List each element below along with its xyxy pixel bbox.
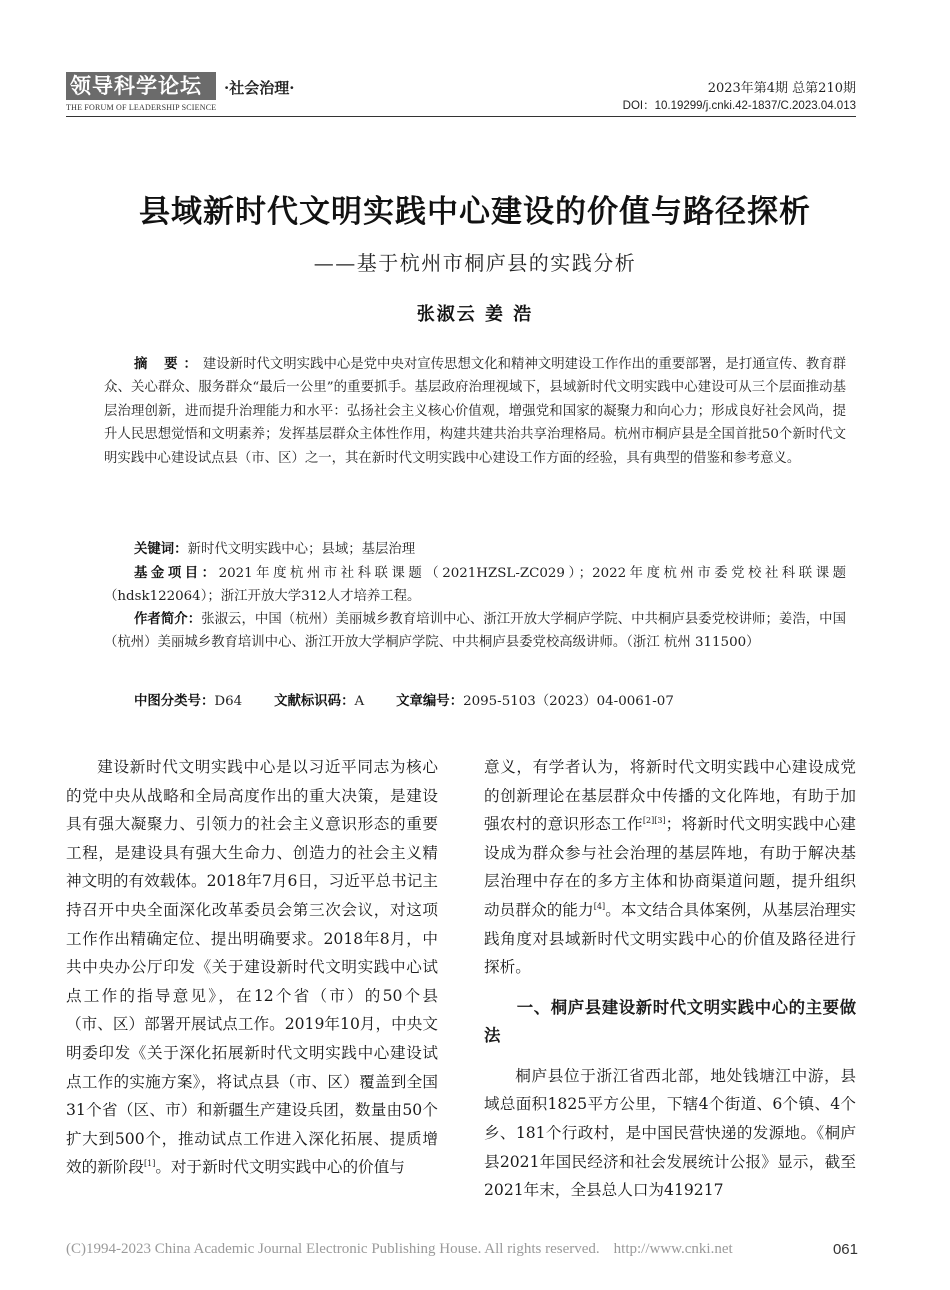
clc-value: D64 xyxy=(214,694,243,709)
page-footer xyxy=(66,1241,858,1258)
abstract-label: 摘 要： xyxy=(134,357,203,372)
fund xyxy=(104,562,846,609)
citation-ref[interactable]: [2][3] xyxy=(642,816,666,825)
copyright-notice: (C)1994-2023 China Academic Journal Electronic Publishing House. All rights reserved. xyxy=(66,1241,600,1257)
article-authors: 张淑云 姜 浩 xyxy=(416,304,534,325)
keywords-label: 关键词： xyxy=(134,542,188,557)
issue-info: 2023年第4期 总第210期 xyxy=(707,81,856,96)
body-column-left xyxy=(66,753,438,1182)
body-text: 。对于新时代文明实践中心的价值与 xyxy=(155,1158,405,1177)
column-tag: ·社会治理· xyxy=(224,79,295,97)
citation-ref[interactable]: [1] xyxy=(143,1159,156,1169)
articleno-label: 文章编号： xyxy=(396,694,464,709)
journal-title-cn: 领导科学论坛 xyxy=(70,73,202,98)
journal-title-en: THE FORUM OF LEADERSHIP SCIENCE xyxy=(66,103,217,112)
article-subtitle: ——基于杭州市桐庐县的实践分析 xyxy=(313,251,637,275)
body-paragraph xyxy=(484,753,856,982)
clc-label: 中图分类号： xyxy=(134,694,215,709)
author-bio-label: 作者简介： xyxy=(134,612,202,627)
body-text: 。本文结合具体案例，从基层治理实践角度对县域新时代文明实践中心的价值及路径进行探析。 xyxy=(484,900,856,977)
header-divider xyxy=(66,116,856,117)
abstract xyxy=(104,353,846,470)
body-text: 意义，有学者认为，将新时代文明实践中心建设成党的创新理论在基层群众中传播的文化阵地，有助于加强农村的意识形态工作 xyxy=(484,758,856,834)
article-title: 县域新时代文明实践中心建设的价值与路径探析 xyxy=(139,194,811,230)
doccode-label: 文献标识码： xyxy=(274,694,355,709)
journal-logo xyxy=(66,72,216,100)
keywords-text: 新时代文明实践中心；县域；基层治理 xyxy=(187,542,416,557)
articleno-value: 2095-5103（2023）04-0061-07 xyxy=(463,694,674,709)
body-text: ；将新时代文明实践中心建设成为群众参与社会治理的基层阵地，有助于解决基层治理中存在的多方主体和协商渠道问题，提升组织动员群众的能力 xyxy=(484,815,856,919)
doi: DOI：10.19299/j.cnki.42-1837/C.2023.04.013 xyxy=(622,100,856,112)
abstract-text: 建设新时代文明实践中心是党中央对宣传思想文化和精神文明建设工作作出的重要部署，是打通宣传、教育群众、关心群众、服务群众“最后一公里”的重要抓手。基层政府治理视域下，县域新时代文明实践中心建设可从三个层面推动基层治理创新，进而提升治理能力和水平：弘扬社会主义核心价值观，增强党和国家的凝聚力和向心力；形成良好社会风尚，提升人民思想觉悟和文明素养；发挥基层群众主体性作用，构建共建共治共享治理格局。杭州市桐庐县是全国首批50个新时代文明实践中心建设试点县（市、区）之一，其在新时代文明实践中心建设工作方面的经验，具有典型的借鉴和参考意义。 xyxy=(104,357,846,466)
citation-ref[interactable]: [4] xyxy=(593,901,606,911)
body-text: 建设新时代文明实践中心是以习近平同志为核心的党中央从战略和全局高度作出的重大决策，是建设具有强大凝聚力、引领力的社会主义意识形态的重要工程，是建设具有强大生命力、创造力的社会主义精神文明的有效载体。2018年7月6日，习近平总书记主持召开中央全面深化改革委员会第三次会议，对这项工作作出精确定位、提出明确要求。2018年8月，中共中央办公厅印发《关于建设新时代文明实践中心试点工作的指导意见》，在12个省（市）的50个县（市、区）部署开展试点工作。2019年10月，中央文明委印发《关于深化拓展新时代文明实践中心建设试点工作的实施方案》，将试点县（市、区）覆盖到全国31个省（区、市）和新疆生产建设兵团，数量由50个扩大到500个，推动试点工作进入深化拓展、提质增效的新阶段 xyxy=(66,758,438,1177)
section-heading: 一、桐庐县建设新时代文明实践中心的主要做法 xyxy=(484,997,856,1045)
classification-line xyxy=(134,690,876,713)
author-bio xyxy=(104,608,846,655)
body-paragraph xyxy=(66,753,438,1182)
page-number: 061 xyxy=(832,1241,858,1258)
fund-text: 2021年度杭州市社科联课题（2021HZSL-ZC029）；2022年度杭州市委党校社科联课题（hdsk122064）；浙江开放大学312人才培养工程。 xyxy=(104,566,846,605)
body-paragraph: 桐庐县位于浙江省西北部，地处钱塘江中游，县域总面积1825平方公里，下辖4个街道、6个镇、4个乡、181个行政村，是中国民营快递的发源地。《桐庐县2021年国民经济和社会发展统计公报》显示，截至2021年末，全县总人口为419217 xyxy=(484,1066,856,1200)
fund-label: 基金项目： xyxy=(134,566,219,581)
cnki-link[interactable]: http://www.cnki.net xyxy=(613,1241,733,1257)
author-bio-text: 张淑云，中国（杭州）美丽城乡教育培训中心、浙江开放大学桐庐学院、中共桐庐县委党校讲师；姜浩，中国（杭州）美丽城乡教育培训中心、浙江开放大学桐庐学院、中共桐庐县委党校高级讲师。（浙江 杭州 311500） xyxy=(104,612,847,651)
doccode-value: A xyxy=(354,694,365,709)
keywords xyxy=(104,538,846,561)
body-column-right xyxy=(484,753,856,1205)
